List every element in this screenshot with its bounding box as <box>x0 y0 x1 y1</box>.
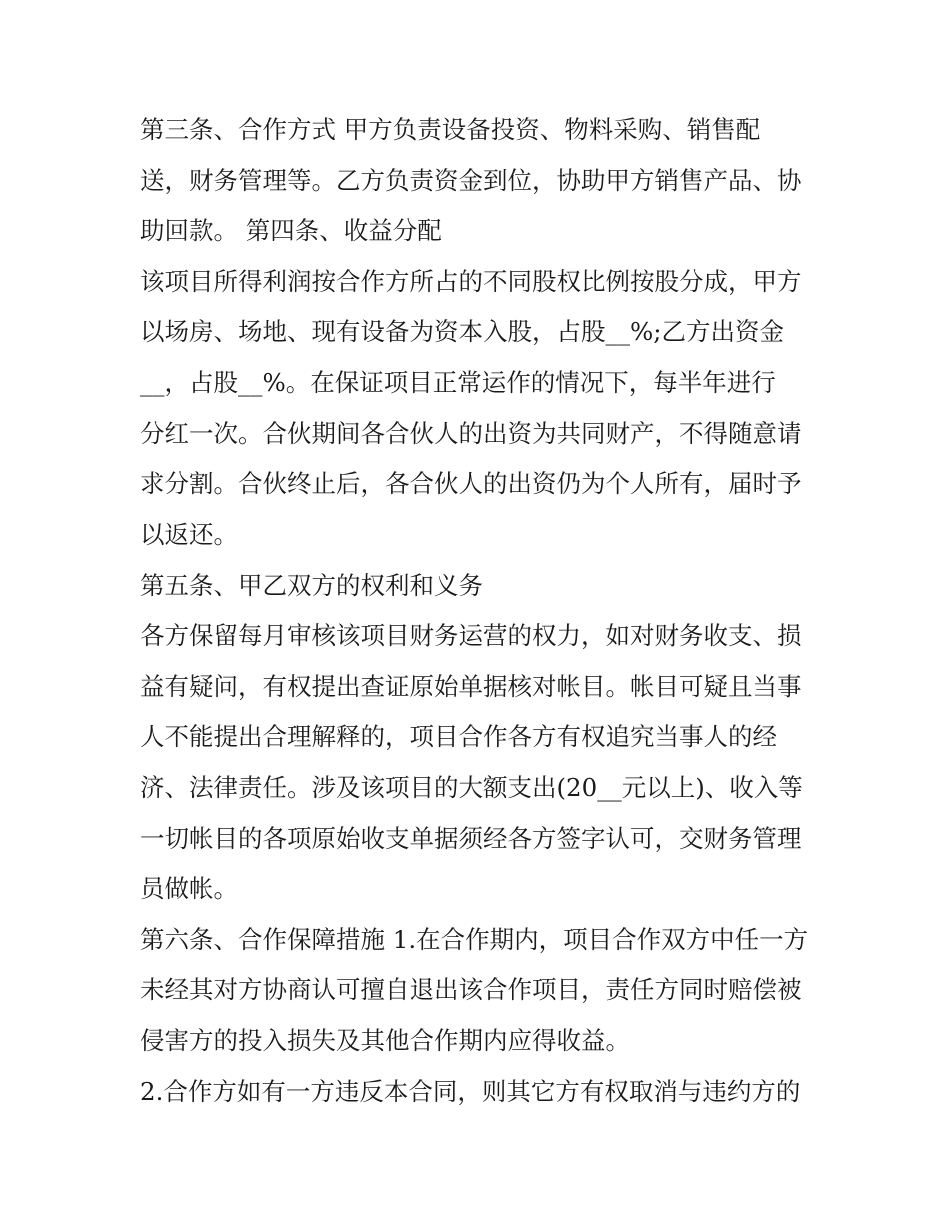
text-line: 以场房、场地、现有设备为资本入股，占股__%;乙方出资金 <box>140 317 785 346</box>
text-line: 一切帐目的各项原始收支单据须经各方签字认可，交财务管理 <box>140 824 802 853</box>
text-line: 求分割。合伙终止后，各合伙人的出资仍为个人所有，届时予 <box>140 469 802 498</box>
text-line: 济、法律责任。涉及该项目的大额支出(20__元以上)、收入等 <box>140 773 803 802</box>
text-line: 送，财务管理等。乙方负责资金到位，协助甲方销售产品、协 <box>140 166 802 195</box>
text-line: 侵害方的投入损失及其他合作期内应得收益。 <box>140 1026 630 1055</box>
text-line: 员做帐。 <box>140 874 238 903</box>
text-line: 第六条、合作保障措施 1.在合作期内，项目合作双方中任一方 <box>140 925 809 954</box>
text-line: 人不能提出合理解释的，项目合作各方有权追究当事人的经 <box>140 722 777 751</box>
text-line: 以返还。 <box>140 520 238 549</box>
text-line: 该项目所得利润按合作方所占的不同股权比例按股分成，甲方 <box>140 267 802 296</box>
text-line: __，占股__%。在保证项目正常运作的情况下，每半年进行 <box>140 368 776 397</box>
text-line: 助回款。 第四条、收益分配 <box>140 216 442 245</box>
text-line: 未经其对方协商认可擅自退出该合作项目，责任方同时赔偿被 <box>140 975 802 1004</box>
text-line: 分红一次。合伙期间各合伙人的出资为共同财产，不得随意请 <box>140 419 802 448</box>
section-heading: 第五条、甲乙双方的权利和义务 <box>140 571 483 600</box>
text-line: 第三条、合作方式 甲方负责设备投资、物料采购、销售配 <box>140 115 761 144</box>
text-line: 各方保留每月审核该项目财务运营的权力，如对财务收支、损 <box>140 621 802 650</box>
text-line: 益有疑问，有权提出查证原始单据核对帐目。帐目可疑且当事 <box>140 672 802 701</box>
text-line: 2.合作方如有一方违反本合同，则其它方有权取消与违约方的 <box>140 1077 801 1106</box>
